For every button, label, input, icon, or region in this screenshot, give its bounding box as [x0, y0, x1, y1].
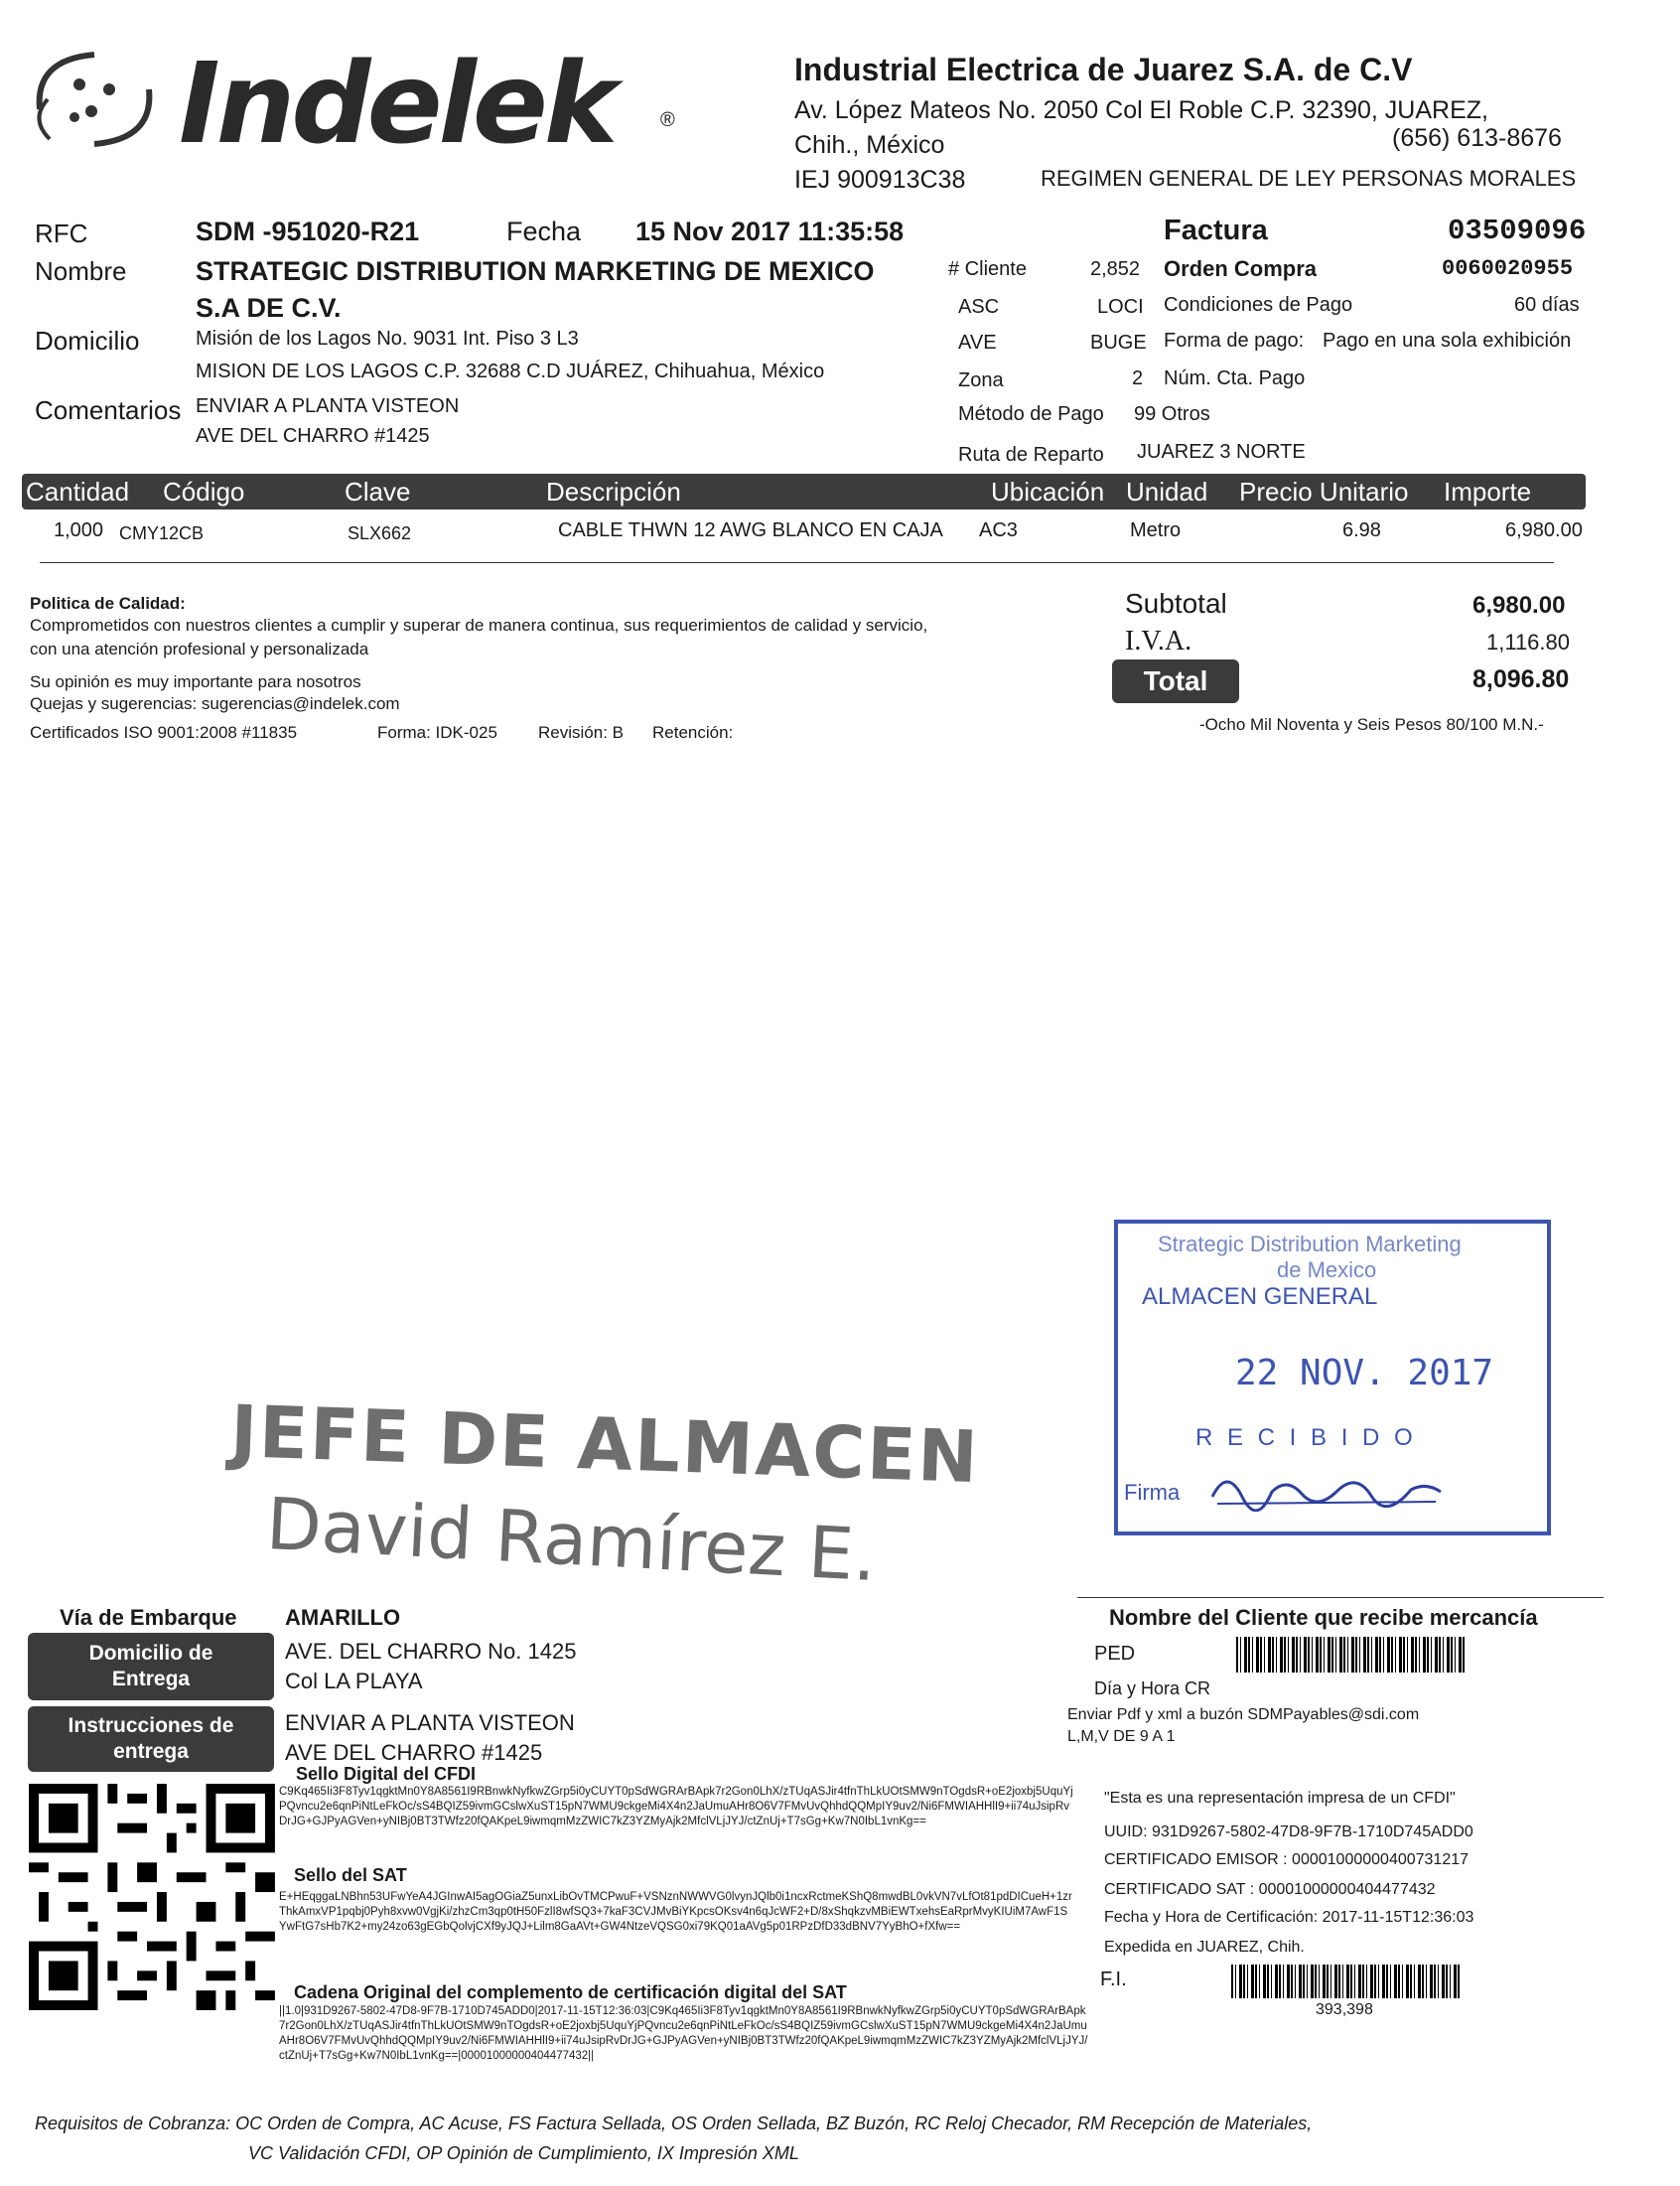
orden-number: 0060020955 — [1442, 256, 1574, 281]
receiver-rule — [1077, 1597, 1604, 1598]
footer-line-2: VC Validación CFDI, OP Opinión de Cumplimiento, IX Impresión XML — [248, 2143, 799, 2163]
subtotal-value: 6,980.00 — [1472, 592, 1566, 619]
col-unidad: Unidad — [1126, 477, 1208, 507]
col-codigo: Código — [163, 477, 245, 507]
orden-label: Orden Compra — [1164, 256, 1318, 281]
via-value: AMARILLO — [285, 1605, 401, 1630]
ave-label: AVE — [958, 332, 997, 354]
company-name: Industrial Electrica de Juarez S.A. de C.V — [794, 52, 1413, 87]
quality-line-1: Comprometidos con nuestros clientes a cumplir y superar de manera continua, sus requerimientos de calidad y servicio, — [30, 616, 928, 635]
domicilio-label: Domicilio — [35, 326, 140, 356]
factura-label: Factura — [1164, 215, 1268, 246]
enviar-buzon: Enviar Pdf y xml a buzón SDMPayables@sdi.com — [1067, 1706, 1420, 1723]
company-phone: (656) 613-8676 — [1392, 124, 1562, 152]
representacion: "Esta es una representación impresa de un CFDI" — [1104, 1790, 1456, 1807]
row-precio: 6.98 — [1342, 519, 1381, 541]
fi-value: 393,398 — [1316, 2001, 1373, 2018]
client-address-1: Misión de los Lagos No. 9031 Int. Piso 3 L3 — [196, 328, 579, 350]
col-precio: Precio Unitario — [1239, 477, 1409, 507]
stamp-recibido: R E C I B I D O — [1195, 1424, 1417, 1451]
qr-code-icon — [28, 1784, 276, 2010]
uuid: UUID: 931D9267-5802-47D8-9F7B-1710D745ADD0 — [1104, 1823, 1473, 1840]
total-label: Total — [1112, 659, 1239, 703]
fecha-cert: Fecha y Hora de Certificación: 2017-11-15T12:36:03 — [1104, 1909, 1474, 1926]
cta-label: Núm. Cta. Pago — [1164, 367, 1306, 389]
quality-line-2: con una atención profesional y personalizada — [30, 640, 369, 658]
comentarios-1: ENVIAR A PLANTA VISTEON — [196, 395, 460, 417]
cliente-number: 2,852 — [1090, 258, 1141, 280]
zona-value: 2 — [1132, 367, 1144, 389]
expedida: Expedida en JUAREZ, Chih. — [1104, 1939, 1305, 1956]
sello-cfdi: C9Kq465Ii3F8Tyv1qgktMn0Y8A8561I9RBnwkNyfkwZGrp5i0yCUYT0pSdWGRArBApk7r2Gon0LhX/zTUqASJir4tfnThLkUOtSMW9nTOgdsR+oE2joxbj5UquYjPQvncu2e6qnPiNtLeFkOc/sS4BQIZ59ivmGCslwXuST15pN7WMU9ckgeMi4X4n2JaUmuAHr8O6V7FMvUvQhhdQQMpIY9uv2/Ni6FMWIAHHlI9+ii74uJsipRvDrJG+GJPyAGVen+yNIBj0BT3TWfz20fQAKpeL9iwmqmMzZWIC7kZ3YZMyAjk2MfclVLjJYJ/ctZnUj+T7sGg+Kw7N0IbL1vnKg== — [279, 1786, 1073, 1827]
iva-value: 1,116.80 — [1486, 630, 1571, 655]
col-ubicacion: Ubicación — [991, 477, 1105, 507]
jefe-name-stamp: David Ramírez E. — [264, 1481, 879, 1598]
comentarios-2: AVE DEL CHARRO #1425 — [196, 425, 430, 447]
fecha-label: Fecha — [506, 217, 582, 246]
cadena-original: ||1.0|931D9267-5802-47D8-9F7B-1710D745ADD0|2017-11-15T12:36:03|C9Kq465Ii3F8Tyv1qgktMn0Y8A8561I9RBnwkNyfkwZGrp5i0yCUYT0pSdWGRArBApk7r2Gon0LhX/zTUqASJir4tfnThLkUOtSMW9nTOgdsR+oE2joxbj5UquYjPQvncu2e6qnPiNtLeFkOc/sS4BQIZ59ivmGCslwXuST15pN7WMU9ckgeMi4X4n2JaUmuAHr8O6V7FMvUvQhhdQQMpIY9uv2/Ni6FMWIAHHlI9+ii74uJsipRvDrJG+GJPyAGVen+yNIBj0BT3TWfz20fQAKpeL9iwmqmMzZWIC7kZ3YZMyAjk2MfclVLjJYJ/ctZnUj+T7sGg+Kw7N0IbL1vnKg==|00001000000404477432|| — [279, 2005, 1088, 2062]
ped-barcode — [1236, 1637, 1465, 1673]
col-clave: Clave — [345, 477, 411, 507]
nombre-label: Nombre — [35, 256, 127, 286]
registered-mark: ® — [660, 109, 675, 131]
condiciones-label: Condiciones de Pago — [1164, 294, 1353, 316]
zona-label: Zona — [958, 369, 1004, 391]
receiver-title: Nombre del Cliente que recibe mercancía — [1109, 1605, 1538, 1630]
condiciones-value: 60 días — [1514, 294, 1580, 316]
row-unidad: Metro — [1130, 519, 1182, 541]
stamp-firma-label: Firma — [1124, 1480, 1181, 1505]
quality-quejas: Quejas y sugerencias: sugerencias@indelek.com — [30, 694, 400, 713]
stamp-almacen: ALMACEN GENERAL — [1142, 1283, 1378, 1310]
domicilio-entrega-2: Col LA PLAYA — [285, 1669, 423, 1693]
ave-value: BUGE — [1090, 332, 1147, 354]
invoice-date: 15 Nov 2017 11:35:58 — [635, 217, 905, 246]
cert-sat: CERTIFICADO SAT : 00001000000404477432 — [1104, 1881, 1436, 1898]
total-letra: -Ocho Mil Noventa y Seis Pesos 80/100 M.N.- — [1199, 715, 1544, 734]
fi-label: F.I. — [1100, 1968, 1127, 1990]
indelek-swirl-icon — [20, 40, 169, 159]
stamp-company: Strategic Distribution Marketing — [1158, 1232, 1462, 1256]
company-address-1: Av. López Mateos No. 2050 Col El Roble C.P. 32390, JUAREZ, — [794, 96, 1488, 124]
cliente-label: # Cliente — [948, 258, 1027, 280]
col-cantidad: Cantidad — [26, 477, 130, 507]
row-cantidad: 1,000 — [54, 519, 104, 541]
quality-forma: Forma: IDK-025 — [377, 723, 497, 742]
received-stamp — [1114, 1220, 1551, 1535]
quality-title: Politica de Calidad: — [30, 594, 186, 613]
sello-sat-label: Sello del SAT — [294, 1865, 407, 1885]
cadena-label: Cadena Original del complemento de certificación digital del SAT — [294, 1982, 847, 2002]
table-row — [22, 519, 1601, 559]
instrucciones-2: AVE DEL CHARRO #1425 — [285, 1740, 543, 1765]
ped-label: PED — [1094, 1643, 1136, 1665]
metodo-label: Método de Pago — [958, 403, 1104, 425]
sello-sat: E+HEqggaLNBhn53UFwYeA4JGInwAI5agOGiaZ5unxLibOvTMCPwuF+VSNznNWWVG0lvynJQlb0i1ncxRctmeKShQ8mwdBL0vkVN7vLfOt81pdDICueH+1zrThkAmxVP1pqbj0Pyh8xvw0VgjKi/zhzCm3qp0tH50FzlI8wfSQ3+7kaF3CVJMvBiYKpcsOKsv4n6qJcWF2+D/8xShqkzvMBiEWTxehsEaRprMvyKIUiM7AwF1SYwFtG7sHb7K2+my24zo63gEGbQolvjCXf9yJQJ+Lilm8GaAVt+GW4NtzeVQSG0xi79KQ01aAVg5p01RPzDfD33dBNV7YyBhO+fXfw== — [279, 1891, 1072, 1933]
ruta-value: JUAREZ 3 NORTE — [1137, 441, 1306, 463]
col-importe: Importe — [1444, 477, 1532, 507]
asc-label: ASC — [958, 296, 1000, 318]
quality-revision: Revisión: B — [538, 723, 624, 742]
logo-text: Indelek — [179, 40, 615, 169]
client-name-2: S.A DE C.V. — [196, 293, 342, 323]
col-descripcion: Descripción — [546, 477, 681, 507]
fi-barcode — [1231, 1965, 1460, 1998]
rfc-label: RFC — [35, 219, 88, 248]
footer-line-1: Requisitos de Cobranza: OC Orden de Compra, AC Acuse, FS Factura Sellada, OS Orden Sellada, BZ Buzón, RC Reloj Checador, RM Recepción de Materiales, — [35, 2113, 1313, 2133]
company-logo — [20, 40, 675, 199]
company-address-2: Chih., México — [794, 131, 945, 159]
horario: L,M,V DE 9 A 1 — [1067, 1728, 1176, 1745]
cert-emisor: CERTIFICADO EMISOR : 00001000000400731217 — [1104, 1851, 1470, 1868]
iva-label: I.V.A. — [1125, 626, 1192, 656]
client-address-2: MISION DE LOS LAGOS C.P. 32688 C.D JUÁREZ, Chihuahua, México — [196, 361, 825, 382]
company-rfc: IEJ 900913C38 — [794, 166, 966, 194]
quality-cert: Certificados ISO 9001:2008 #11835 — [30, 723, 298, 742]
stamp-date: 22 NOV. 2017 — [1235, 1353, 1494, 1393]
items-table-header — [22, 474, 1586, 510]
row-ubicacion: AC3 — [979, 519, 1018, 541]
comentarios-label: Comentarios — [35, 395, 182, 425]
asc-value: LOCI — [1097, 296, 1144, 318]
dia-hora-label: Día y Hora CR — [1094, 1678, 1211, 1698]
ruta-label: Ruta de Reparto — [958, 444, 1104, 466]
client-rfc: SDM -951020-R21 — [196, 217, 420, 246]
forma-label: Forma de pago: — [1164, 330, 1305, 352]
factura-number: 03509096 — [1448, 215, 1587, 247]
row-descripcion: CABLE THWN 12 AWG BLANCO EN CAJA — [558, 519, 943, 541]
client-name-1: STRATEGIC DISTRIBUTION MARKETING DE MEXICO — [196, 256, 875, 286]
stamp-company-2: de Mexico — [1277, 1257, 1377, 1282]
row-clave: SLX662 — [348, 523, 412, 543]
sello-cfdi-label: Sello Digital del CFDI — [296, 1764, 477, 1784]
total-value: 8,096.80 — [1472, 665, 1570, 693]
domicilio-entrega-1: AVE. DEL CHARRO No. 1425 — [285, 1639, 577, 1664]
quality-opinion: Su opinión es muy importante para nosotros — [30, 672, 361, 691]
instrucciones-entrega-button: Instrucciones de entrega — [28, 1706, 274, 1772]
metodo-value: 99 Otros — [1134, 403, 1210, 425]
signature-icon — [1207, 1462, 1446, 1512]
subtotal-label: Subtotal — [1125, 588, 1227, 619]
row-codigo: CMY12CB — [119, 523, 205, 543]
quality-retencion: Retención: — [652, 723, 734, 742]
jefe-almacen-stamp: JEFE DE ALMACEN — [228, 1388, 981, 1500]
via-label: Vía de Embarque — [60, 1605, 237, 1630]
row-importe: 6,980.00 — [1505, 519, 1583, 541]
forma-value: Pago en una sola exhibición — [1323, 330, 1572, 352]
instrucciones-1: ENVIAR A PLANTA VISTEON — [285, 1710, 575, 1735]
company-regimen: REGIMEN GENERAL DE LEY PERSONAS MORALES — [1041, 166, 1577, 191]
table-divider — [40, 562, 1554, 563]
domicilio-entrega-button: Domicilio de Entrega — [28, 1633, 274, 1700]
